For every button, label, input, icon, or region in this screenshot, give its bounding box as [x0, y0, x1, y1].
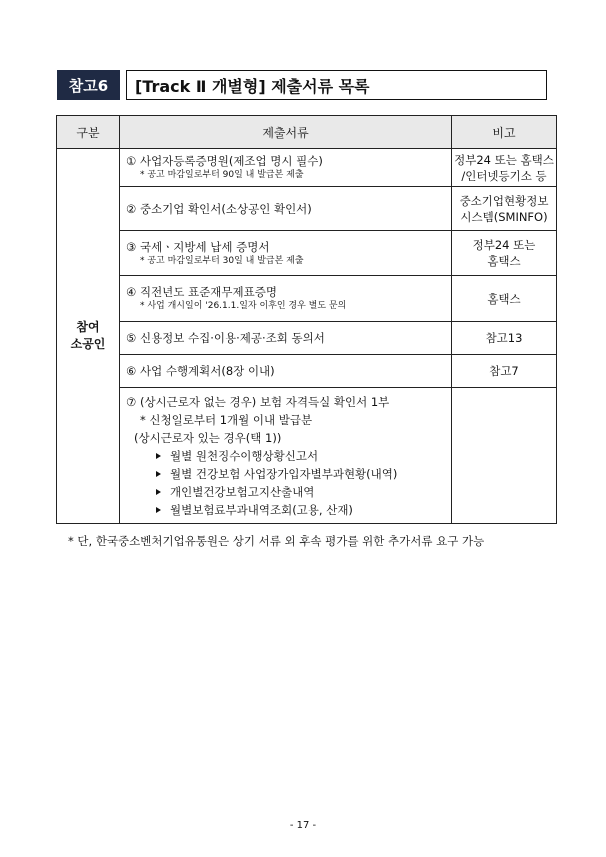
- document-option: [126, 483, 445, 501]
- document-cell: [120, 187, 452, 231]
- option-text: 월별 원천징수이행상황신고서: [170, 448, 319, 463]
- remark-cell: [452, 149, 557, 187]
- category-cell: [57, 149, 120, 524]
- document-option: [126, 501, 445, 519]
- document-list-table: [56, 115, 557, 524]
- remark-cell: [452, 355, 557, 388]
- remark-cell: [452, 187, 557, 231]
- document-name: ⑥ 사업 수행계획서(8장 이내): [126, 364, 275, 378]
- remark-cell: [452, 276, 557, 322]
- remark-cell: [452, 231, 557, 276]
- document-option: [126, 447, 445, 465]
- document-option: [126, 465, 445, 483]
- document-cell: [120, 231, 452, 276]
- triangle-bullet-icon: [156, 453, 161, 459]
- option-text: 개인별건강보험고지산출내역: [170, 484, 315, 499]
- document-cell: [120, 322, 452, 355]
- document-name: ④ 직전년도 표준재무제표증명: [126, 285, 277, 299]
- document-cell: [120, 276, 452, 322]
- remark-line: 홈택스: [487, 254, 521, 268]
- remark-cell: [452, 322, 557, 355]
- table-row: [57, 187, 557, 231]
- footnote: * 단, 한국중소벤처기업유통원은 상기 서류 외 후속 평가를 위한 추가서류 요구 가능: [68, 534, 485, 548]
- section-header: [57, 70, 549, 100]
- remark-line: 참고7: [489, 364, 519, 378]
- document-cell: [120, 149, 452, 187]
- remark-line: 홈택스: [487, 291, 521, 306]
- table-row: [57, 276, 557, 322]
- table-row: [57, 231, 557, 276]
- remark-line: /인터넷등기소 등: [461, 168, 547, 183]
- header-documents: 제출서류: [120, 116, 452, 149]
- category-line: 참여: [76, 320, 100, 334]
- page-number: - 17 -: [289, 820, 317, 831]
- option-text: 월별 건강보험 사업장가입자별부과현황(내역): [170, 466, 398, 481]
- document-name: ⑦ (상시근로자 없는 경우) 보험 자격득실 확인서 1부: [126, 394, 390, 409]
- table-row: [57, 322, 557, 355]
- category-line: 소공인: [70, 337, 106, 351]
- remark-line: 참고13: [485, 331, 523, 345]
- table-row: [57, 149, 557, 187]
- option-text: 월별보험료부과내역조회(고용, 산재): [170, 502, 353, 517]
- reference-tag: 참고6: [57, 70, 120, 100]
- remark-line: 정부24 또는: [472, 238, 536, 252]
- document-name: ⑤ 신용정보 수집·이용·제공·조회 동의서: [126, 331, 325, 345]
- document-name: ② 중소기업 확인서(소상공인 확인서): [126, 201, 312, 216]
- document-note: * 사업 개시일이 '26.1.1.일자 이후인 경우 별도 문의: [140, 301, 347, 311]
- document-note: * 공고 마감일로부터 30일 내 발급본 제출: [140, 255, 304, 266]
- remark-line: 정부24 또는 홈택스: [454, 152, 554, 167]
- document-note: * 공고 마감일로부터 90일 내 발급본 제출: [140, 170, 304, 180]
- remark-cell-empty: [452, 388, 557, 524]
- document-sub-heading: (상시근로자 있는 경우(택 1)): [134, 430, 282, 445]
- triangle-bullet-icon: [156, 471, 161, 477]
- document-sub-note: * 신청일로부터 1개월 이내 발급분: [140, 412, 313, 427]
- table-header-row: [57, 116, 557, 149]
- triangle-bullet-icon: [156, 489, 161, 495]
- header-remarks: 비고: [452, 116, 557, 149]
- table-row: [57, 355, 557, 388]
- document-cell: [120, 355, 452, 388]
- document-cell: [120, 388, 452, 524]
- header-category: 구분: [57, 116, 120, 149]
- remark-line: 중소기업현황정보: [459, 193, 549, 208]
- triangle-bullet-icon: [156, 507, 161, 513]
- table-row: [57, 388, 557, 524]
- document-name: ① 사업자등록증명원(제조업 명시 필수): [126, 154, 323, 168]
- document-name: ③ 국세ㆍ지방세 납세 증명서: [126, 239, 270, 254]
- section-title: [Track Ⅱ 개별형] 제출서류 목록: [126, 70, 547, 100]
- remark-line: 시스템(SMINFO): [460, 209, 548, 224]
